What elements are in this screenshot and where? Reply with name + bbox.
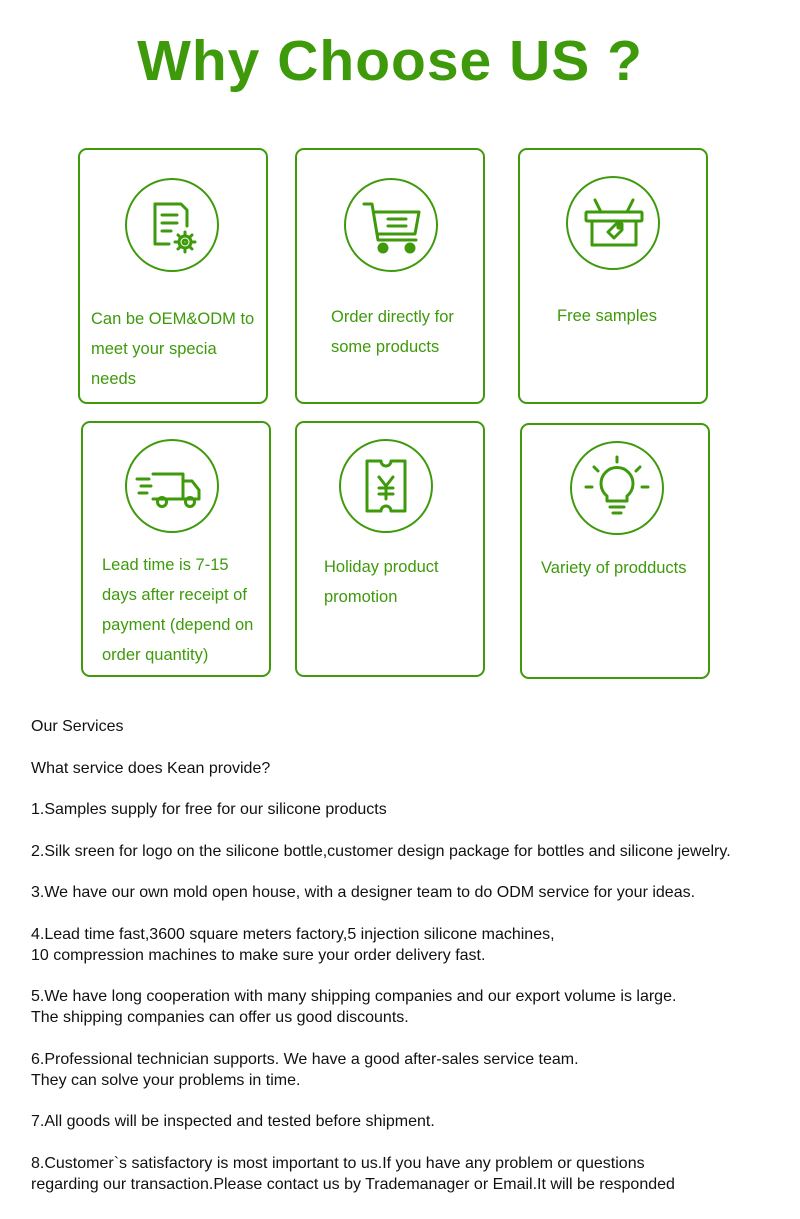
feature-card-text: Variety of prodducts <box>541 559 687 577</box>
shopping-cart-icon <box>344 178 438 272</box>
service-item: 3.We have our own mold open house, with a designer team to do ODM service for your ideas. <box>31 884 696 901</box>
feature-card-text: Can be OEM&ODM to meet your specia needs <box>91 310 255 388</box>
service-item: 4.Lead time fast,3600 square meters factory,5 injection silicone machines, 10 compression machines to make sure your order delivery fast. <box>31 925 555 964</box>
service-item: 1.Samples supply for free for our silicone products <box>31 801 387 818</box>
gift-basket-icon <box>566 176 660 270</box>
feature-card-holiday-promotion <box>295 421 485 677</box>
service-item: 2.Silk sreen for logo on the silicone bottle,customer design package for bottles and silicone jewelry. <box>31 842 731 860</box>
feature-card-free-samples <box>518 148 708 404</box>
feature-card-order-direct <box>295 148 485 404</box>
feature-card-lead-time <box>81 421 271 677</box>
service-item: 6.Professional technician supports. We have a good after-sales service team. They can solve your problems in time. <box>31 1050 579 1089</box>
service-item: 8.Customer`s satisfactory is most important to us.If you have any problem or questions regarding our transaction.Please contact us by Trademanager or Email.It will be responded <box>31 1154 675 1193</box>
page-title: Why Choose US ? <box>137 29 643 93</box>
feature-card-text: Holiday product promotion <box>324 558 439 606</box>
services-heading: Our Services <box>31 718 124 735</box>
feature-card-text: Lead time is 7-15 days after receipt of payment (depend on order quantity) <box>102 556 254 664</box>
document-gear-icon <box>125 178 219 272</box>
services-question: What service does Kean provide? <box>31 759 271 777</box>
feature-card-text: Order directly for some products <box>331 308 454 356</box>
lightbulb-icon <box>570 441 664 535</box>
delivery-truck-icon <box>125 439 219 533</box>
feature-card-text: Free samples <box>557 307 657 325</box>
feature-card-oem-odm <box>78 148 268 404</box>
yen-ticket-icon <box>339 439 433 533</box>
service-item: 5.We have long cooperation with many shipping companies and our export volume is large. The shipping companies can offer us good discounts. <box>31 988 677 1026</box>
feature-card-variety <box>520 423 710 679</box>
services-section <box>31 716 791 1215</box>
service-item: 7.All goods will be inspected and tested before shipment. <box>31 1113 435 1130</box>
